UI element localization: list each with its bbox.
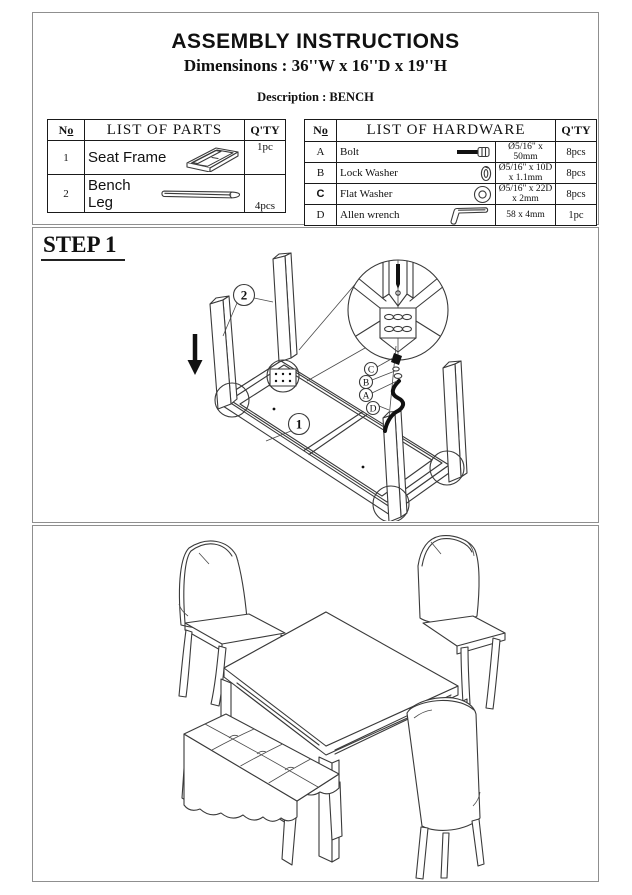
- part-name: Bench Leg: [88, 176, 131, 211]
- hardware-name: Allen wrench: [340, 209, 400, 221]
- hardware-spec: Ø5/16" x 10D x 1.1mm: [496, 163, 556, 184]
- parts-col-qty: Q'TY: [245, 120, 286, 141]
- page-title: ASSEMBLY INSTRUCTIONS: [171, 30, 460, 53]
- hardware-name: Bolt: [340, 146, 359, 158]
- description-line: Description : BENCH: [257, 90, 374, 104]
- table-row: [48, 175, 286, 213]
- parts-col-no: No: [48, 120, 85, 141]
- hardware-spec: 58 x 4mm: [496, 205, 556, 226]
- hardware-table: [304, 119, 597, 226]
- bench-leg-icon: [160, 187, 241, 201]
- table-row: [305, 184, 597, 205]
- callout-bench-leg: 2: [240, 287, 248, 303]
- hardware-no: D: [305, 205, 337, 226]
- lock-washer-icon: [480, 165, 492, 182]
- seat-frame-drawing: [223, 361, 449, 515]
- table-row: [305, 142, 597, 163]
- finished-set-section: [32, 525, 599, 882]
- flat-washer-icon: [473, 185, 492, 204]
- hardware-name-cell: [337, 163, 496, 184]
- hardware-name: Lock Washer: [340, 167, 398, 179]
- chair-front-right-drawing: [407, 698, 484, 879]
- step1-diagram: [33, 228, 597, 521]
- step1-section: [32, 227, 599, 523]
- hardware-qty: 1pc: [556, 205, 597, 226]
- table-row: [305, 205, 597, 226]
- hardware-name-cell: [337, 184, 496, 205]
- hardware-no: A: [305, 142, 337, 163]
- parts-table: [47, 119, 286, 213]
- part-name-cell: [85, 175, 245, 213]
- table-row: [48, 141, 286, 175]
- hardware-col-no: No: [305, 120, 337, 142]
- part-name: Seat Frame: [88, 149, 167, 166]
- hardware-col-qty: Q'TY: [556, 120, 597, 142]
- hardware-qty: 8pcs: [556, 142, 597, 163]
- hardware-name-cell: [337, 205, 496, 226]
- part-no: 2: [48, 175, 85, 213]
- dimensions-line: Dimensinons : 36''W x 16''D x 19''H: [183, 56, 448, 75]
- parts-col-title: LIST OF PARTS: [85, 120, 245, 141]
- step1-heading: STEP 1: [41, 232, 125, 261]
- callout-bolt: A: [362, 391, 370, 402]
- part-no: 1: [48, 141, 85, 175]
- part-name-cell: [85, 141, 245, 175]
- hardware-table-header-row: [305, 120, 597, 142]
- allen-wrench-icon: [448, 205, 492, 225]
- hardware-name: Flat Washer: [340, 188, 393, 200]
- hardware-col-title: LIST OF HARDWARE: [337, 120, 556, 142]
- header-section: [32, 12, 599, 225]
- finished-set-drawing: [33, 526, 597, 880]
- part-qty: 4pcs: [245, 175, 286, 213]
- hardware-qty: 8pcs: [556, 163, 597, 184]
- hardware-spec: Ø5/16" x 50mm: [496, 142, 556, 163]
- hardware-name-cell: [337, 142, 496, 163]
- parts-table-header-row: [48, 120, 286, 141]
- hardware-no: C: [305, 184, 337, 205]
- bolt-icon: [456, 146, 492, 158]
- detail-circle: [348, 258, 448, 361]
- callout-flat-washer: C: [367, 365, 375, 376]
- callout-allen-wrench: D: [369, 404, 377, 415]
- seat-frame-icon: [179, 144, 241, 172]
- down-arrow-icon: [188, 334, 203, 375]
- table-row: [305, 163, 597, 184]
- hardware-no: B: [305, 163, 337, 184]
- callout-lock-washer: B: [362, 378, 370, 389]
- hardware-qty: 8pcs: [556, 184, 597, 205]
- callout-seat-frame: 1: [295, 416, 303, 432]
- hardware-spec: Ø5/16" x 22D x 2mm: [496, 184, 556, 205]
- part-qty: 1pc: [245, 141, 286, 175]
